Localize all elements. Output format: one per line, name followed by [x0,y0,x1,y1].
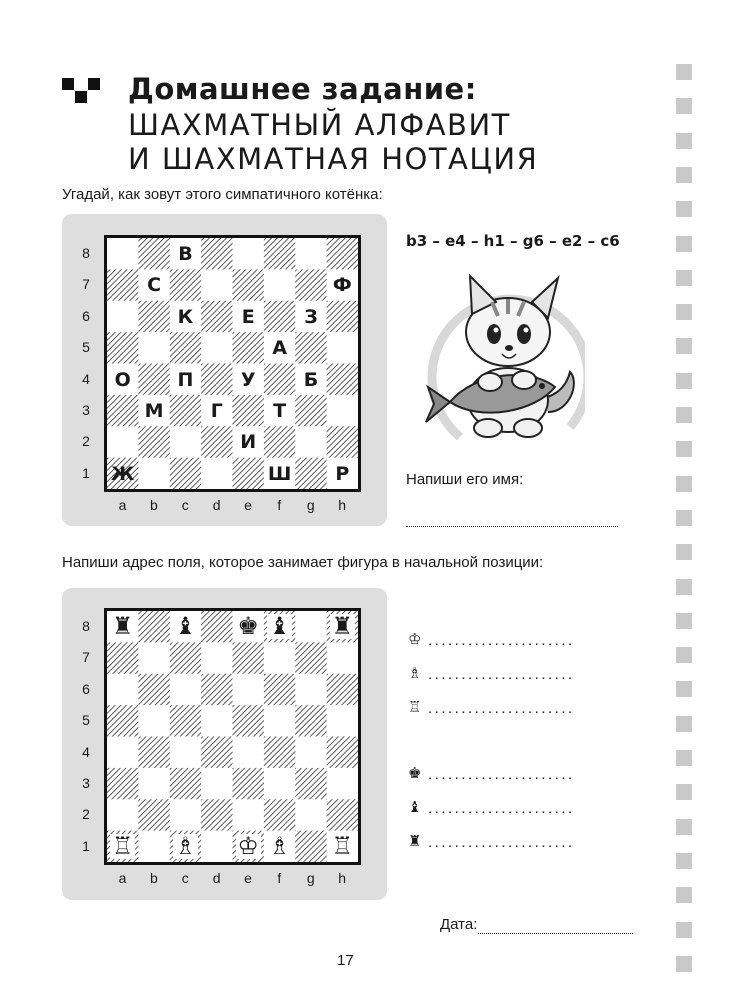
side-square [676,304,692,320]
file-label: e [244,497,252,513]
file-label: f [277,870,282,886]
side-square [676,167,692,183]
chess-piece-icon: ♝ [268,612,291,640]
dark-square [201,238,232,269]
dark-square [327,301,358,332]
board1 [104,235,361,492]
board-letter: Б [303,368,319,391]
dark-square [295,458,326,489]
dark-square [138,799,169,830]
task1-prompt: Угадай, как зовут этого симпатичного котёнка: [62,186,383,203]
file-label: d [212,497,221,513]
board-letter: М [144,399,164,422]
side-square [676,716,692,732]
rank-label: 3 [82,774,90,791]
side-square [676,98,692,114]
dark-square [233,642,264,673]
dark-square [233,768,264,799]
dark-square [107,269,138,300]
dark-square [201,426,232,457]
dark-square [138,301,169,332]
board-letter: С [147,274,162,297]
dark-square [138,426,169,457]
side-square [676,579,692,595]
side-square [676,441,692,457]
answer-dotted-line[interactable]: ...................... [428,766,575,783]
dark-square [264,674,295,705]
dark-square [295,269,326,300]
dark-square [170,705,201,736]
file-label: h [338,870,347,886]
dark-square [170,642,201,673]
dark-square [264,364,295,395]
dark-square [264,238,295,269]
side-square [676,613,692,629]
dark-square [107,768,138,799]
board2 [104,608,361,865]
board-letter: В [178,243,193,265]
rank-label: 1 [82,464,90,481]
file-label: h [338,497,347,513]
side-square [676,201,692,217]
kitten-illustration [420,262,585,452]
side-square [676,544,692,560]
board-letter: К [177,305,194,328]
side-square [676,956,692,972]
dark-square [264,426,295,457]
board-letter: З [304,305,318,328]
chess-piece-icon: ♗ [174,831,197,860]
answer-piece-icon: ♔ [408,630,422,648]
dark-square [170,269,201,300]
dark-square [295,705,326,736]
dark-square [264,301,295,332]
file-label: g [306,497,315,513]
dark-square [201,364,232,395]
dark-square [295,831,326,862]
side-square [676,236,692,252]
page-number: 17 [337,952,354,969]
dark-square [233,705,264,736]
move-sequence: b3 – e4 – h1 – g6 – e2 – c6 [406,232,620,250]
side-square [676,338,692,354]
name-prompt: Напиши его имя: [406,471,524,488]
dark-square [201,301,232,332]
dark-square [295,642,326,673]
dark-square [201,737,232,768]
page-title: Домашнее задание: [128,72,477,106]
dark-square [264,799,295,830]
rank-label: 5 [82,339,90,356]
board-letter: Ш [267,462,292,485]
chess-piece-icon: ♖ [331,831,354,860]
dark-square [233,269,264,300]
board-letter: Т [273,399,287,422]
rank-label: 1 [82,837,90,854]
board-letter: И [240,431,257,454]
dark-square [138,238,169,269]
dark-square [107,332,138,363]
chess-piece-icon: ♜ [111,612,134,640]
board-letter: А [272,337,287,360]
dark-square [295,768,326,799]
answer-piece-icon: ♚ [408,764,422,782]
dark-square [107,395,138,426]
chess-piece-icon: ♜ [331,612,354,640]
side-square [676,647,692,663]
answer-piece-icon: ♜ [408,832,422,850]
side-square [676,853,692,869]
rank-label: 7 [82,276,90,293]
dark-square [138,611,169,642]
file-label: a [118,870,127,886]
rank-label: 6 [82,680,90,697]
dark-square [327,238,358,269]
answer-dotted-line[interactable]: ...................... [428,632,575,649]
dark-square [201,674,232,705]
dark-square [264,737,295,768]
rank-label: 8 [82,245,90,261]
board-letter: Р [335,462,350,485]
answer-dotted-line[interactable]: ...................... [428,666,575,683]
rank-label: 6 [82,307,90,324]
side-square [676,64,692,80]
name-answer-line[interactable] [406,526,618,527]
chess-piece-icon: ♚ [237,612,259,640]
board-letter: У [240,368,256,391]
file-label: c [181,870,189,886]
side-square [676,510,692,526]
side-square [676,407,692,423]
dark-square [170,332,201,363]
chess-piece-icon: ♝ [174,612,197,640]
dark-square [327,737,358,768]
board-letter: О [114,368,131,391]
file-label: b [149,870,158,886]
side-square [676,922,692,938]
board-letter: Г [210,399,223,422]
file-label: b [149,497,158,513]
rank-label: 2 [82,433,90,450]
board-letter: Ф [332,274,352,297]
side-square [676,133,692,149]
dark-square [138,674,169,705]
chess-piece-icon: ♗ [268,831,291,860]
dark-square [170,768,201,799]
dark-square [170,458,201,489]
answer-dotted-line[interactable]: ...................... [428,800,575,817]
side-square [676,750,692,766]
file-label: c [181,497,189,513]
dark-square [233,395,264,426]
side-square [676,476,692,492]
dark-square [295,332,326,363]
chess-piece-icon: ♖ [111,831,134,860]
dark-square [201,799,232,830]
dark-square [295,395,326,426]
file-label: d [212,870,221,886]
dark-square [327,799,358,830]
answer-dotted-line[interactable]: ...................... [428,834,575,851]
dark-square [170,395,201,426]
side-square [676,819,692,835]
page-subtitle-line2: И ШАХМАТНАЯ НОТАЦИЯ [128,142,539,176]
dark-square [327,426,358,457]
rank-label: 4 [82,370,90,387]
rank-label: 4 [82,743,90,760]
side-square [676,270,692,286]
date-label: Дата: [440,916,478,933]
task2-prompt: Напиши адрес поля, которое занимает фигура в начальной позиции: [62,554,544,571]
board2-squares [107,611,358,862]
answer-dotted-line[interactable]: ...................... [428,700,575,717]
rank-label: 2 [82,806,90,823]
side-square [676,681,692,697]
dark-square [107,705,138,736]
dark-square [233,458,264,489]
dark-square [138,364,169,395]
file-label: e [244,870,252,886]
dark-square [233,332,264,363]
side-square [676,373,692,389]
checker-logo-icon [62,78,102,106]
rank-label: 7 [82,649,90,666]
rank-label: 3 [82,401,90,418]
file-label: g [306,870,315,886]
board-letter: П [177,368,194,391]
side-square [676,784,692,800]
rank-label: 5 [82,712,90,729]
dark-square [327,674,358,705]
answer-piece-icon: ♝ [408,798,422,816]
board-letter: Е [241,305,255,328]
dark-square [327,364,358,395]
side-square [676,887,692,903]
answer-piece-icon: ♗ [408,664,422,682]
answer-piece-icon: ♖ [408,698,422,716]
board-letter: Ж [111,462,135,485]
dark-square [107,642,138,673]
file-label: a [118,497,127,513]
dark-square [138,737,169,768]
file-label: f [277,497,282,513]
page-subtitle-line1: ШАХМАТНЫЙ АЛФАВИТ [128,108,511,142]
date-answer-line[interactable] [478,933,633,934]
rank-label: 8 [82,618,90,634]
dark-square [201,611,232,642]
chess-piece-icon: ♔ [237,831,259,860]
